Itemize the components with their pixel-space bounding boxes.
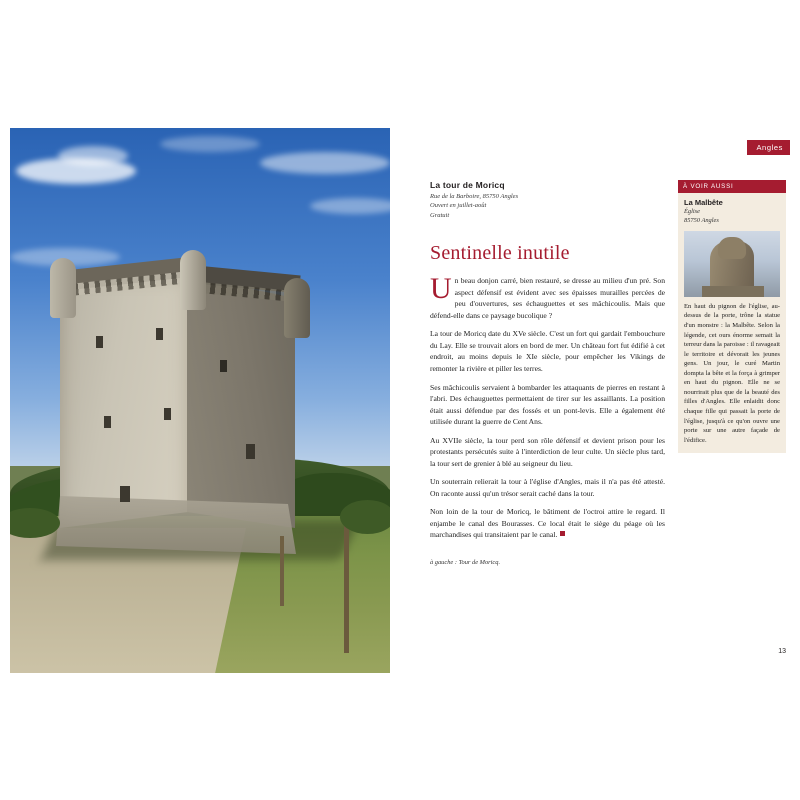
opening-line: Ouvert en juillet-août: [430, 202, 487, 210]
sidebar-photo: [684, 231, 780, 297]
tower-door: [120, 486, 130, 502]
tower-window: [220, 360, 227, 372]
sidebar-type-line: Église: [684, 208, 700, 215]
monster-head: [718, 237, 746, 259]
tower-window: [246, 444, 255, 459]
watchtower-turret: [284, 278, 310, 338]
watchtower-turret: [180, 250, 206, 310]
tower-face-right: [187, 276, 295, 528]
paragraph: Ses mâchicoulis servaient à bombarder les attaquants de pierres en restant à l'abri. Des échauguettes permettaient de tirer sur les assaillants. La position était aussi défendue par des fossés et un pont-levis. Elle a également été utilisée durant la guerre de Cent Ans.: [430, 382, 665, 427]
sidebar-address-line: 85750 Angles: [684, 216, 719, 224]
cloud: [58, 146, 128, 166]
sidebar-subtitle: [684, 208, 780, 226]
section-tab: Angles: [747, 140, 790, 155]
tower-window: [96, 336, 103, 348]
paragraph-last: [430, 506, 665, 541]
statue-pedestal: [702, 286, 764, 297]
bush: [340, 500, 390, 534]
tower-base: [56, 496, 296, 556]
wooden-post: [280, 536, 284, 606]
paragraph-text: Non loin de la tour de Moricq, le bâtiment de l'octroi attire le regard. Il enjambe le canal des Bourasses. Ce local était le siège du péage où les marchandises qui transitaient par le canal.: [430, 507, 665, 540]
sidebar-title: La Malbête: [684, 198, 723, 207]
sidebar-body: [678, 193, 786, 453]
drop-cap: U: [430, 272, 452, 306]
paragraph: Au XVIIe siècle, la tour perd son rôle défensif et devient prison pour les protestants persécutés suite à l'interdiction de leur culte. Un siècle plus tard, la tour sert de grenier à blé au seigneur du lieu.: [430, 435, 665, 468]
sidebar-box: [678, 180, 786, 453]
cloud: [160, 136, 260, 152]
article-column: [430, 180, 665, 566]
article-headline: Sentinelle inutile: [430, 242, 570, 265]
wooden-post: [344, 523, 349, 653]
tower-window: [164, 408, 171, 420]
tower-window: [156, 328, 163, 340]
paragraph: Un souterrain relierait la tour à l'église d'Angles, mais il n'a pas été attesté. On raconte aussi qu'un trésor serait caché dans la tour.: [430, 477, 665, 498]
paragraph: [430, 272, 665, 321]
photo-caption: à gauche : Tour de Moricq.: [430, 558, 501, 566]
watchtower-turret: [50, 258, 76, 318]
sidebar-header: À VOIR AUSSI: [678, 180, 786, 193]
article-photo: [10, 128, 390, 673]
page-number: 13: [778, 648, 786, 655]
sidebar-text: En haut du pignon de l'église, au-dessus de la porte, trône la statue d'un monstre : la Malbête. Selon la légende, cet ours énorme semait la terreur dans la paroisse : il ravageait le territoire et dévorait les jeunes gens. Un jour, le curé Martin dompta la bête et la força à grimper en haut du pignon. Elle ne se nourrirait plus que de la beauté des filles d'Angles. Elle enlaidit donc chaque fille qui passait la porte de l'église, jusqu'à ce qu'on ouvre une porte sur une autre façade de l'édifice.: [684, 302, 780, 444]
article-body: [430, 272, 665, 541]
paragraph: La tour de Moricq date du XVe siècle. C'est un fort qui gardait l'embouchure du Lay. Elle se trouvait alors en bord de mer. Un château fort fut édifié à cet endroit, au moins depuis le XIe siècle, pour empêcher les Vikings de remonter la rivière et piller les terres.: [430, 329, 665, 373]
article-title: La tour de Moricq: [430, 180, 505, 190]
article-practical-info: [430, 192, 665, 220]
address-line: Rue de la Barboire, 85750 Angles: [430, 193, 519, 200]
paragraph-text: n beau donjon carré, bien restauré, se dresse au milieu d'un pré. Son aspect défensif est évident avec ses épaisses murailles percées de peu d'ouvertures, ses échauguettes et ses mâchicoulis. Mais que défend-elle dans ce paysage bucolique ?: [430, 276, 665, 320]
end-of-article-mark: [560, 531, 565, 536]
tower-window: [104, 416, 111, 428]
price-line: Gratuit: [430, 211, 450, 219]
cloud: [260, 152, 390, 174]
donjon-tower: [60, 248, 295, 533]
cloud: [310, 198, 390, 214]
